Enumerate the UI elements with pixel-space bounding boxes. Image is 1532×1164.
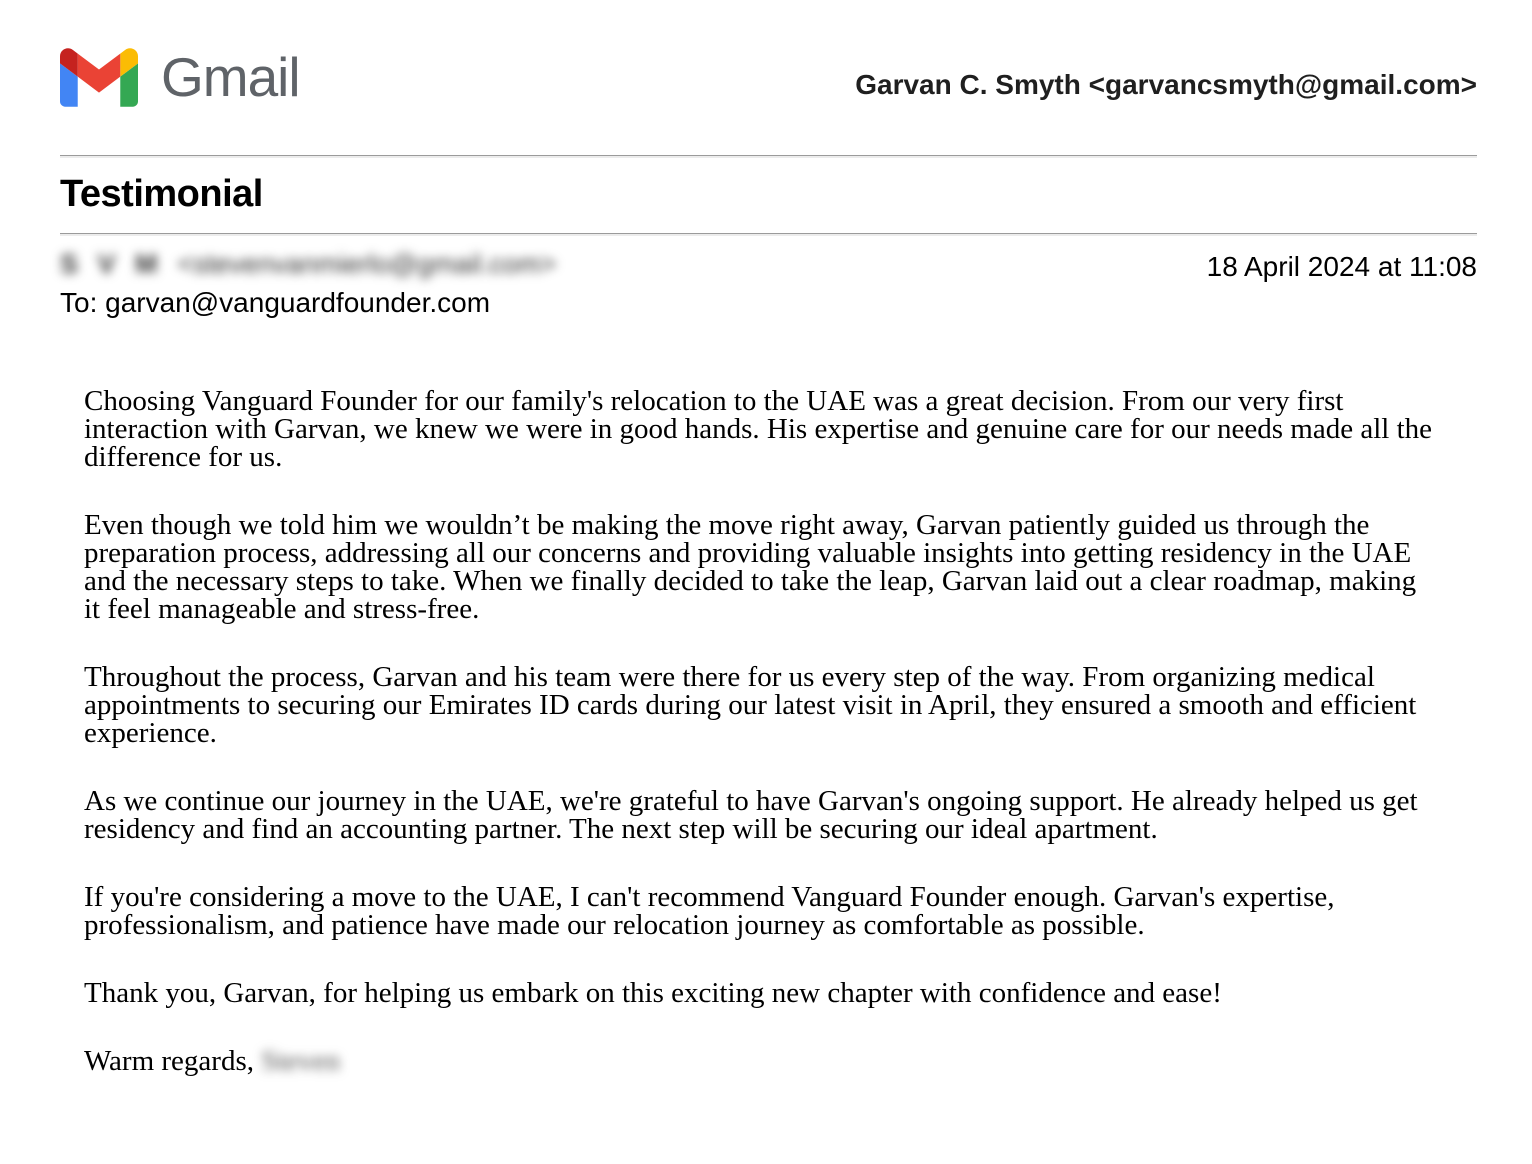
body-paragraph: Choosing Vanguard Founder for our family's relocation to the UAE was a great decision. From our very first interaction with Garvan, we knew we were in good hands. His expertise and genuine care for our needs made all the difference for us.: [84, 385, 1433, 473]
signature-redacted: Steven: [261, 1045, 341, 1077]
divider: [60, 233, 1477, 236]
to-recipient: To: garvan@vanguardfounder.com: [60, 287, 491, 318]
message-meta: [60, 249, 1477, 319]
gmail-logo: [60, 45, 300, 108]
signoff-line: [84, 1047, 1436, 1075]
meta-left: [60, 249, 556, 319]
divider: [60, 155, 1477, 158]
header: [0, 0, 1532, 112]
body-paragraph: Thank you, Garvan, for helping us embark on this exciting new chapter with confidence and ease!: [84, 977, 1222, 1009]
signoff-text: Warm regards,: [84, 1045, 254, 1077]
body-paragraph: Even though we told him we wouldn’t be making the move right away, Garvan patiently guided us through the preparation process, addressing all our concerns and providing valuable insights into getting residency in the UAE and the necessary steps to take. When we finally decided to take the leap, Garvan laid out a clear roadmap, making it feel manageable and stress-free.: [84, 509, 1417, 625]
gmail-wordmark: Gmail: [161, 45, 300, 108]
body-paragraph: If you're considering a move to the UAE, I can't recommend Vanguard Founder enough. Garvan's expertise, professionalism, and patience have made our relocation journey as comfortable as possible.: [84, 881, 1335, 941]
body-paragraph: As we continue our journey in the UAE, we're grateful to have Garvan's ongoing support. He already helped us get residency and find an accounting partner. The next step will be securing our ideal apartment.: [84, 785, 1418, 845]
email-subject: Testimonial: [60, 173, 263, 215]
gmail-logo-icon: [60, 48, 138, 107]
account-owner: Garvan C. Smyth <garvancsmyth@gmail.com>: [855, 69, 1477, 100]
sender-redacted: [60, 249, 556, 280]
body-paragraph: Throughout the process, Garvan and his team were there for us every step of the way. From organizing medical appointments to securing our Emirates ID cards during our latest visit in April, they ensured a smooth and efficient experience.: [84, 661, 1417, 749]
message-date: 18 April 2024 at 11:08: [1206, 251, 1477, 282]
sender-initials-redacted: S V M: [60, 249, 164, 279]
email-body: [84, 387, 1436, 1075]
sender-email-redacted: <stevenvanmierlo@gmail.com>: [177, 249, 557, 279]
